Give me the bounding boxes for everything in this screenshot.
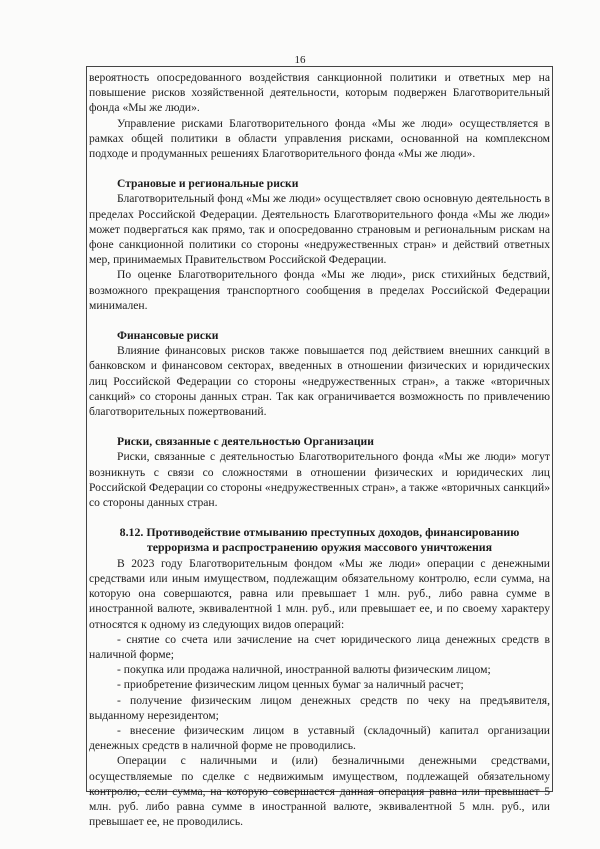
heading-organization-risks: Риски, связанные с деятельностью Организации bbox=[117, 435, 374, 449]
paragraph-operations-2023: В 2023 году Благотворительным фондом «Мы же люди» операции с денежными средствами или иным имуществом, подлежащим обязательному контролю, если сумма, на которую она совершаются, равна или превышает 1 млн. руб., либо равна сумме в иностранной валюте, эквивалентной 1 млн. руб., или превышает ее, и по своему характеру относятся к одному из следующих видов операций: bbox=[89, 556, 550, 631]
paragraph-natural-disasters: По оценке Благотворительного фонда «Мы же люди», риск стихийных бедствий, возможного прекращения транспортного сообщения в пределах Российской Федерации минимален. bbox=[89, 268, 550, 312]
heading-section-8-12: 8.12. Противодействие отмыванию преступных доходов, финансированию терроризма и распространению оружия массового уничтожения bbox=[119, 525, 520, 555]
list-item: - снятие со счета или зачисление на счет юридического лица денежных средств в наличной форме; bbox=[89, 632, 550, 661]
heading-country-risks: Страновые и региональные риски bbox=[117, 177, 299, 191]
list-item: - покупка или продажа наличной, иностранной валюты физическим лицом; bbox=[117, 663, 491, 677]
paragraph-country-risks: Благотворительный фонд «Мы же люди» осуществляет свою основную деятельность в пределах Российской Федерации. Деятельность Благотворительного фонда «Мы же люди» может подвергаться как прямо, так и опосредованно страновым и региональным рискам на фоне санкционной политики со стороны «недружественных стран» и действий ответных мер, принимаемых Правительством Российской Федерации. bbox=[89, 192, 550, 267]
paragraph-sanctions-tail: вероятность опосредованного воздействия санкционной политики и ответных мер на повышение рисков хозяйственной деятельности, которым подвержен Благотворительный фонда «Мы же люди». bbox=[89, 71, 550, 115]
list-item: - приобретение физическим лицом ценных бумаг за наличный расчет; bbox=[117, 678, 464, 692]
paragraph-organization-risks: Риски, связанные с деятельностью Благотворительного фонда «Мы же люди» могут возникнуть с связи со сложностями в отношении физических и юридических лиц Российской Федерации со стороны «недружественных стран», а также «вторичных санкций» со стороны данных стран. bbox=[89, 450, 550, 510]
list-item: - внесение физическим лицом в уставный (складочный) капитал организации денежных средств в наличной форме не проводились. bbox=[89, 723, 550, 753]
paragraph-real-estate-operations: Операции с наличными и (или) безналичными денежными средствами, осуществляемые по сделке с недвижимым имуществом, подлежащей обязательному контролю, если сумма, на которую совершается данная операция равна или превышает 5 млн. руб. либо равна сумме в иностранной валюте, эквивалентной 5 млн. руб., или превышает ее, не проводились. bbox=[89, 754, 550, 829]
heading-financial-risks: Финансовые риски bbox=[117, 329, 219, 343]
list-item: - получение физическим лицом денежных средств по чеку на предъявителя, выданному нерезидентом; bbox=[89, 693, 550, 722]
page-frame bbox=[86, 66, 553, 829]
page-number: 16 bbox=[294, 54, 306, 66]
paragraph-financial-risks: Влияние финансовых рисков также повышается под действием внешних санкций в банковском и финансовом секторах, введенных в отношении физических и юридических лиц Российской Федерации со стороны «недружественных стран», а также «вторичных санкций» со стороны данных стран. Так как ограничивается возможность по привлечению благотворительных пожертвований. bbox=[89, 344, 550, 419]
paragraph-risk-management: Управление рисками Благотворительного фонда «Мы же люди» осуществляется в рамках общей политики в области управления рисками, основанной на комплексном подходе и продуманных решениях Благотворительного фонда «Мы же люди». bbox=[89, 116, 550, 161]
